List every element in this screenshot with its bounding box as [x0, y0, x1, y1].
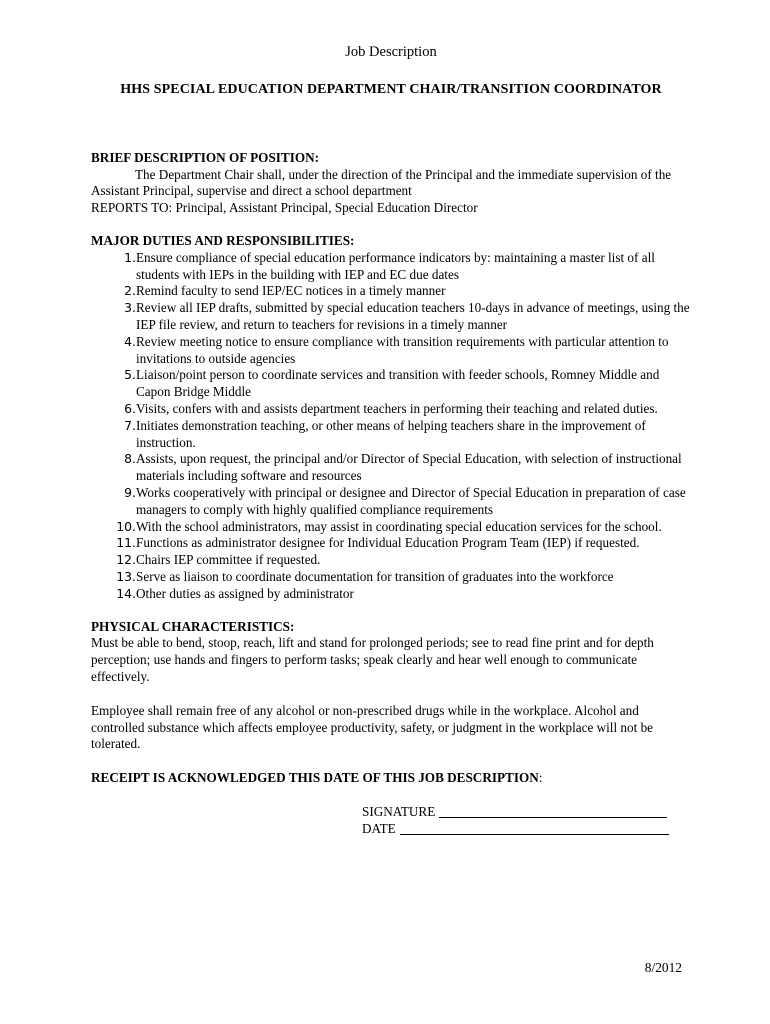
list-item-text: Liaison/point person to coordinate services and transition with feeder schools, Romney Middle and Capon Bridge Middle	[136, 367, 660, 400]
list-item-text: Visits, confers with and assists department teachers in performing their teaching and related duties.	[136, 400, 658, 416]
list-item	[91, 283, 691, 300]
list-item-number: 2.	[124, 283, 136, 299]
date-label: DATE	[362, 820, 396, 836]
list-item-number: 5.	[124, 367, 136, 383]
list-item-number: 9.	[124, 484, 136, 500]
receipt-colon: :	[538, 770, 543, 786]
list-item-number: 11.	[116, 535, 136, 551]
receipt-acknowledgement	[91, 770, 691, 787]
signature-label: SIGNATURE	[362, 803, 436, 819]
physical-characteristics-heading: PHYSICAL CHARACTERISTICS:	[91, 618, 295, 634]
list-item-number: 7.	[124, 417, 136, 433]
signature-block	[362, 804, 691, 838]
list-item-number: 4.	[124, 333, 136, 349]
list-item-number: 6.	[124, 400, 136, 416]
position-heading: HHS SPECIAL EDUCATION DEPARTMENT CHAIR/TRANSITION COORDINATOR	[120, 82, 662, 97]
list-item	[91, 401, 691, 418]
list-item-number: 13.	[116, 568, 136, 584]
list-item-number: 3.	[124, 300, 136, 316]
brief-description-heading: BRIEF DESCRIPTION OF POSITION:	[91, 149, 320, 165]
list-item-text: Other duties as assigned by administrator	[136, 585, 354, 601]
list-item	[91, 569, 691, 586]
list-item-number: 14.	[116, 585, 136, 601]
list-item	[91, 451, 691, 485]
list-item	[91, 250, 691, 284]
list-item-text: With the school administrators, may assist in coordinating special education services for the school.	[136, 518, 662, 534]
list-item	[91, 334, 691, 368]
list-item-text: Remind faculty to send IEP/EC notices in a timely manner	[136, 283, 446, 299]
receipt-text: RECEIPT IS ACKNOWLEDGED THIS DATE OF THIS JOB DESCRIPTION	[91, 770, 539, 786]
list-item	[91, 418, 691, 452]
document-page	[91, 44, 691, 837]
signature-line	[362, 804, 691, 821]
date-blank[interactable]	[400, 821, 669, 835]
date-line	[362, 821, 691, 838]
list-item	[91, 300, 691, 334]
list-item-text: Review meeting notice to ensure compliance with transition requirements with particular attention to invitations to outside agencies	[136, 333, 669, 366]
signature-blank[interactable]	[439, 804, 667, 818]
document-title: Job Description	[345, 44, 437, 60]
list-item-text: Serve as liaison to coordinate documentation for transition of graduates into the workforce	[136, 568, 614, 584]
list-item	[91, 485, 691, 519]
major-duties-heading: MAJOR DUTIES AND RESPONSIBILITIES:	[91, 232, 355, 248]
list-item-number: 1.	[124, 249, 136, 265]
list-item	[91, 519, 691, 536]
brief-description-text: The Department Chair shall, under the direction of the Principal and the immediate supervision of the Assistant Principal, supervise and direct a school department	[91, 166, 672, 199]
duties-list	[91, 250, 691, 603]
employee-policy-text: Employee shall remain free of any alcohol or non-prescribed drugs while in the workplace. Alcohol and controlled substance which affects employee productivity, safety, or judgment in the workplace will not be tolerated.	[91, 702, 654, 752]
reports-to-text: REPORTS TO: Principal, Assistant Principal, Special Education Director	[91, 200, 478, 216]
list-item-number: 8.	[124, 451, 136, 467]
physical-characteristics-text: Must be able to bend, stoop, reach, lift and stand for prolonged periods; see to read fine print and for depth perception; use hands and fingers to perform tasks; speak clearly and hear well enough to communicate effectively.	[91, 635, 654, 684]
list-item-text: Assists, upon request, the principal and/or Director of Special Education, with selection of instructional materials including software and resources	[136, 451, 682, 484]
list-item	[91, 535, 691, 552]
list-item-number: 10.	[116, 518, 136, 534]
footer-date: 8/2012	[644, 960, 682, 975]
list-item-text: Chairs IEP committee if requested.	[136, 552, 321, 568]
list-item-text: Works cooperatively with principal or designee and Director of Special Education in preparation of case managers to comply with highly qualified compliance requirements	[136, 484, 686, 517]
list-item-text: Functions as administrator designee for Individual Education Program Team (IEP) if requested.	[136, 535, 640, 551]
list-item	[91, 552, 691, 569]
list-item	[91, 367, 691, 401]
list-item-text: Review all IEP drafts, submitted by special education teachers 10-days in advance of meetings, using the IEP file review, and return to teachers for revisions in a timely manner	[136, 300, 690, 332]
list-item-text: Ensure compliance of special education performance indicators by: maintaining a master list of all students with IEPs in the building with IEP and EC due dates	[136, 249, 655, 282]
list-item-text: Initiates demonstration teaching, or other means of helping teachers share in the improvement of instruction.	[136, 417, 646, 450]
list-item	[91, 586, 691, 603]
list-item-number: 12.	[116, 552, 136, 568]
